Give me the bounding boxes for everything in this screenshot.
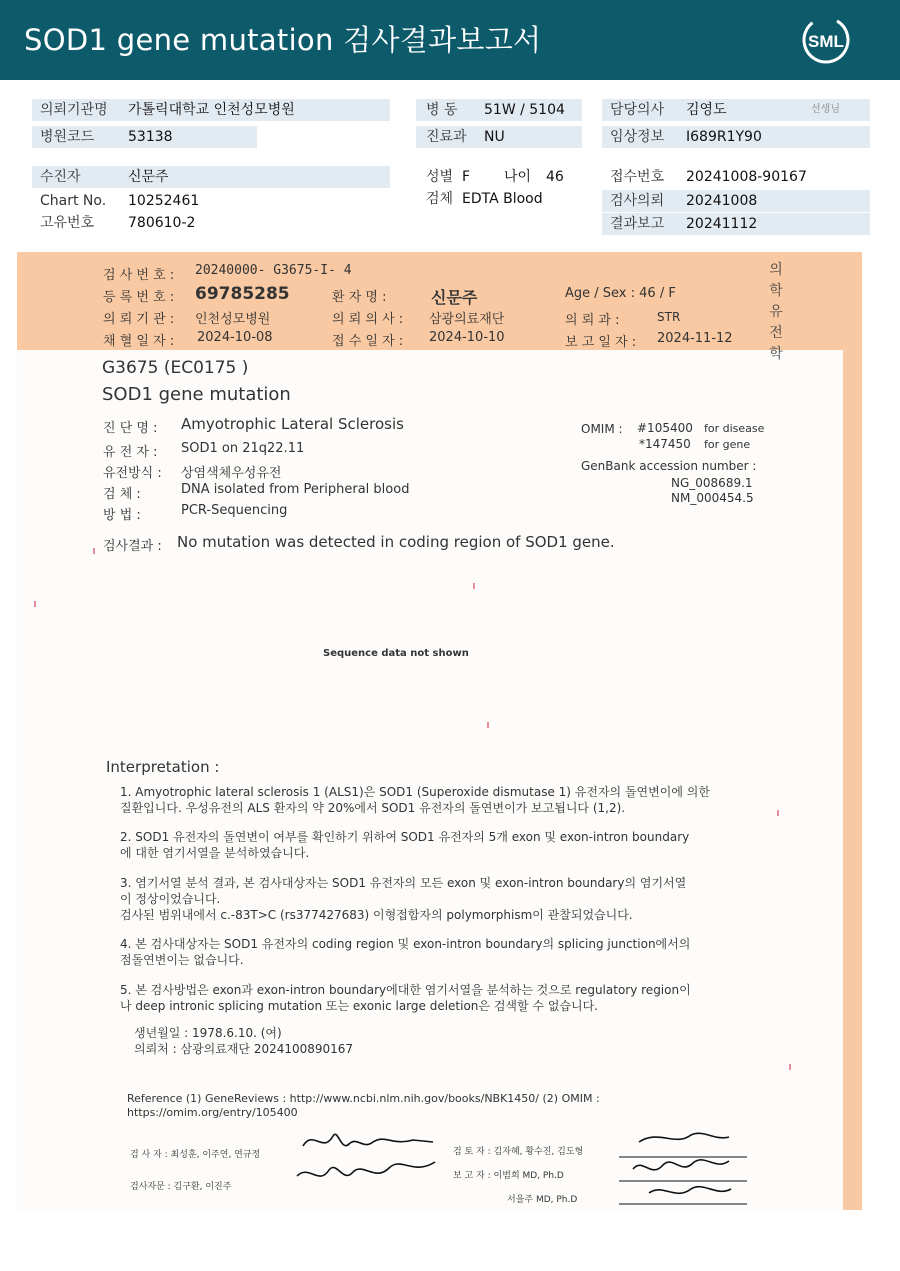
scan-collect: 2024-10-08 <box>197 330 273 345</box>
report-header <box>0 0 900 80</box>
interp-item-4: 4. 본 검사대상자는 SOD1 유전자의 coding region 및 exon-intron boundary의 splicing junction에서의 점돌연변이는 없습니다. <box>120 937 691 967</box>
scan-dept-label: 의 뢰 과 : <box>565 313 620 328</box>
scan-genbank-label: GenBank accession number : <box>581 459 757 473</box>
hospital-code-label: 병원코드 <box>40 129 95 145</box>
clinical-field <box>602 126 870 148</box>
scan-sample: DNA isolated from Peripheral blood <box>181 482 410 497</box>
scan-interp-label: Interpretation : <box>106 758 220 776</box>
sex-label: 성별 <box>426 169 454 185</box>
scan-reg-no-label: 등 록 번 호 : <box>103 290 175 305</box>
scan-sig-reporter2: 서을주 MD, Ph.D <box>507 1195 578 1205</box>
interp-item-2: 2. SOD1 유전자의 돌연변이 여부를 확인하기 위하여 SOD1 유전자의 5개 exon 및 exon-intron boundary 에 대한 염기서열을 분석하였습니다. <box>120 830 690 860</box>
scan-genbank2: NM_000454.5 <box>671 491 754 505</box>
scan-omim2-note: for gene <box>704 438 751 451</box>
sex-age-field <box>416 166 582 188</box>
scan-dept: STR <box>657 310 681 324</box>
scan-reference-2: https://omim.org/entry/105400 <box>127 1106 298 1119</box>
age-value: 46 <box>546 169 564 185</box>
chart-value: 10252461 <box>128 193 200 209</box>
scan-inherit-label: 유전방식 : <box>103 466 162 481</box>
report-field <box>602 213 870 235</box>
doctor-title: 선생님 <box>811 104 840 115</box>
scan-doctor: 삼광의료재단 <box>429 312 505 327</box>
scan-seq-note: Sequence data not shown <box>323 648 469 659</box>
report-label: 결과보고 <box>610 216 665 232</box>
scan-report-label: 보 고 일 자 : <box>565 335 637 350</box>
scan-test-no-label: 검 사 번 호 : <box>103 268 175 283</box>
dept-value: NU <box>484 129 505 145</box>
scan-diag-label: 진 단 명 : <box>103 421 158 436</box>
clinical-label: 임상정보 <box>610 129 665 145</box>
doctor-label: 담당의사 <box>610 102 665 118</box>
signature-tester-icon <box>293 1124 443 1196</box>
scan-omim1: #105400 <box>637 421 693 435</box>
specimen-value: EDTA Blood <box>462 191 543 207</box>
scan-inst: 인천성모병원 <box>195 312 271 327</box>
doctor-field <box>602 99 870 121</box>
scan-omim2: *147450 <box>639 437 691 451</box>
request-value: 20241008 <box>686 193 758 209</box>
scan-sig-tester: 검 사 자 : 최성훈, 이주연, 연규정 <box>130 1150 261 1160</box>
specimen-label: 검체 <box>426 191 454 207</box>
request-field <box>602 190 870 212</box>
request-label: 검사의뢰 <box>610 193 665 209</box>
scan-sig-reporter: 보 고 자 : 이범희 MD, Ph.D <box>453 1171 564 1181</box>
ward-label: 병 동 <box>426 102 458 118</box>
scan-inst-label: 의 뢰 기 관 : <box>103 312 175 327</box>
institution-label: 의뢰기관명 <box>40 102 108 118</box>
report-title: SOD1 gene mutation 검사결과보고서 <box>24 23 542 57</box>
age-label: 나이 <box>504 169 532 185</box>
receipt-field <box>602 166 870 188</box>
clinical-value: I689R1Y90 <box>686 129 762 145</box>
scan-omim-label: OMIM : <box>581 422 623 436</box>
sex-value: F <box>462 169 471 185</box>
report-value: 20241112 <box>686 216 758 232</box>
scan-test-no: 20240000- G3675-I- 4 <box>195 263 352 278</box>
interp-item-5: 5. 본 검사방법은 exon과 exon-intron boundary에대한 염기서열을 분석하는 것으로 regulatory region이 나 deep intronic splicing mutation 또는 exonic large deletion은 검색할 수 없습니다. <box>120 983 691 1013</box>
patient-value: 신문주 <box>128 169 169 185</box>
scan-reference-1: Reference (1) GeneReviews : http://www.ncbi.nlm.nih.gov/books/NBK1450/ (2) OMIM : <box>127 1092 600 1105</box>
scan-birth: 생년월일 : 1978.6.10. (여) <box>134 1026 282 1040</box>
scan-test-name: SOD1 gene mutation <box>102 384 291 405</box>
unique-field <box>32 212 390 234</box>
scan-doctor-label: 의 뢰 의 사 : <box>332 312 404 327</box>
scan-collect-label: 채 혈 일 자 : <box>103 334 175 349</box>
signature-reviewer-icon <box>619 1127 749 1207</box>
scan-diag: Amyotrophic Lateral Sclerosis <box>181 415 404 433</box>
scan-report: 2024-11-12 <box>657 331 733 346</box>
dept-label: 진료과 <box>426 129 467 145</box>
patient-field <box>32 166 390 188</box>
receipt-label: 접수번호 <box>610 169 665 185</box>
institution-value: 가톨릭대학교 인천성모병원 <box>128 102 295 118</box>
svg-text:SML: SML <box>808 32 844 51</box>
scan-source: 의뢰처 : 삼광의료재단 2024100890167 <box>134 1042 354 1056</box>
scan-patient: 신문주 <box>431 288 478 307</box>
scan-inherit: 상염색체우성유전 <box>181 466 282 481</box>
dept-field <box>416 126 582 148</box>
scan-method: PCR-Sequencing <box>181 503 288 518</box>
scan-gene: SOD1 on 21q22.11 <box>181 441 305 456</box>
scan-test-code: G3675 (EC0175 ) <box>102 358 249 378</box>
scan-patient-label: 환 자 명 : <box>332 290 387 305</box>
scan-sig-reviewer: 검 토 자 : 김자혜, 황수진, 김도형 <box>453 1147 584 1157</box>
ward-value: 51W / 5104 <box>484 102 565 118</box>
scan-sample-label: 검 체 : <box>103 487 141 502</box>
scan-omim1-note: for disease <box>704 422 765 435</box>
interp-item-3: 3. 염기서열 분석 결과, 본 검사대상자는 SOD1 유전자의 모든 exon 및 exon-intron boundary의 염기서열 이 정상이었습니다. 검사된 범위내에서 c.-83T>C (rs377427683) 이형접합자의 polymorphism이 관찰되었습니다. <box>120 876 687 922</box>
receipt-value: 20241008-90167 <box>686 169 807 185</box>
sml-logo-icon <box>800 14 852 66</box>
scan-method-label: 방 법 : <box>103 508 141 523</box>
institution-field <box>32 99 390 121</box>
unique-label: 고유번호 <box>40 215 95 231</box>
scan-side-text: 의 학 유 전 학 <box>769 262 783 362</box>
scan-receipt: 2024-10-10 <box>429 330 505 345</box>
chart-label: Chart No. <box>40 193 107 209</box>
scan-receipt-label: 접 수 일 자 : <box>332 334 404 349</box>
scan-reg-no: 69785285 <box>195 284 290 304</box>
scan-age-sex: Age / Sex : 46 / F <box>565 286 676 301</box>
scan-result-label: 검사결과 : <box>103 539 162 554</box>
scan-sig-advisor: 검사자문 : 김구환, 이진주 <box>130 1182 232 1192</box>
unique-value: 780610-2 <box>128 215 196 231</box>
ward-field <box>416 99 582 121</box>
scan-gene-label: 유 전 자 : <box>103 445 158 460</box>
patient-label: 수진자 <box>40 169 81 185</box>
hospital-code-value: 53138 <box>128 129 173 145</box>
scan-genbank1: NG_008689.1 <box>671 476 753 490</box>
interp-item-1: 1. Amyotrophic lateral sclerosis 1 (ALS1)은 SOD1 (Superoxide dismutase 1) 유전자의 돌연변이에 의한 질환입니다. 우성유전의 ALS 환자의 약 20%에서 SOD1 유전자의 돌연변이가 보고됩니다 (1,2). <box>120 785 710 815</box>
doctor-value: 김영도 <box>686 102 727 118</box>
chart-field <box>32 190 390 212</box>
scan-result: No mutation was detected in coding region of SOD1 gene. <box>177 533 615 551</box>
scanned-report <box>17 252 862 1210</box>
hospital-code-field <box>32 126 257 148</box>
specimen-field <box>416 188 582 210</box>
